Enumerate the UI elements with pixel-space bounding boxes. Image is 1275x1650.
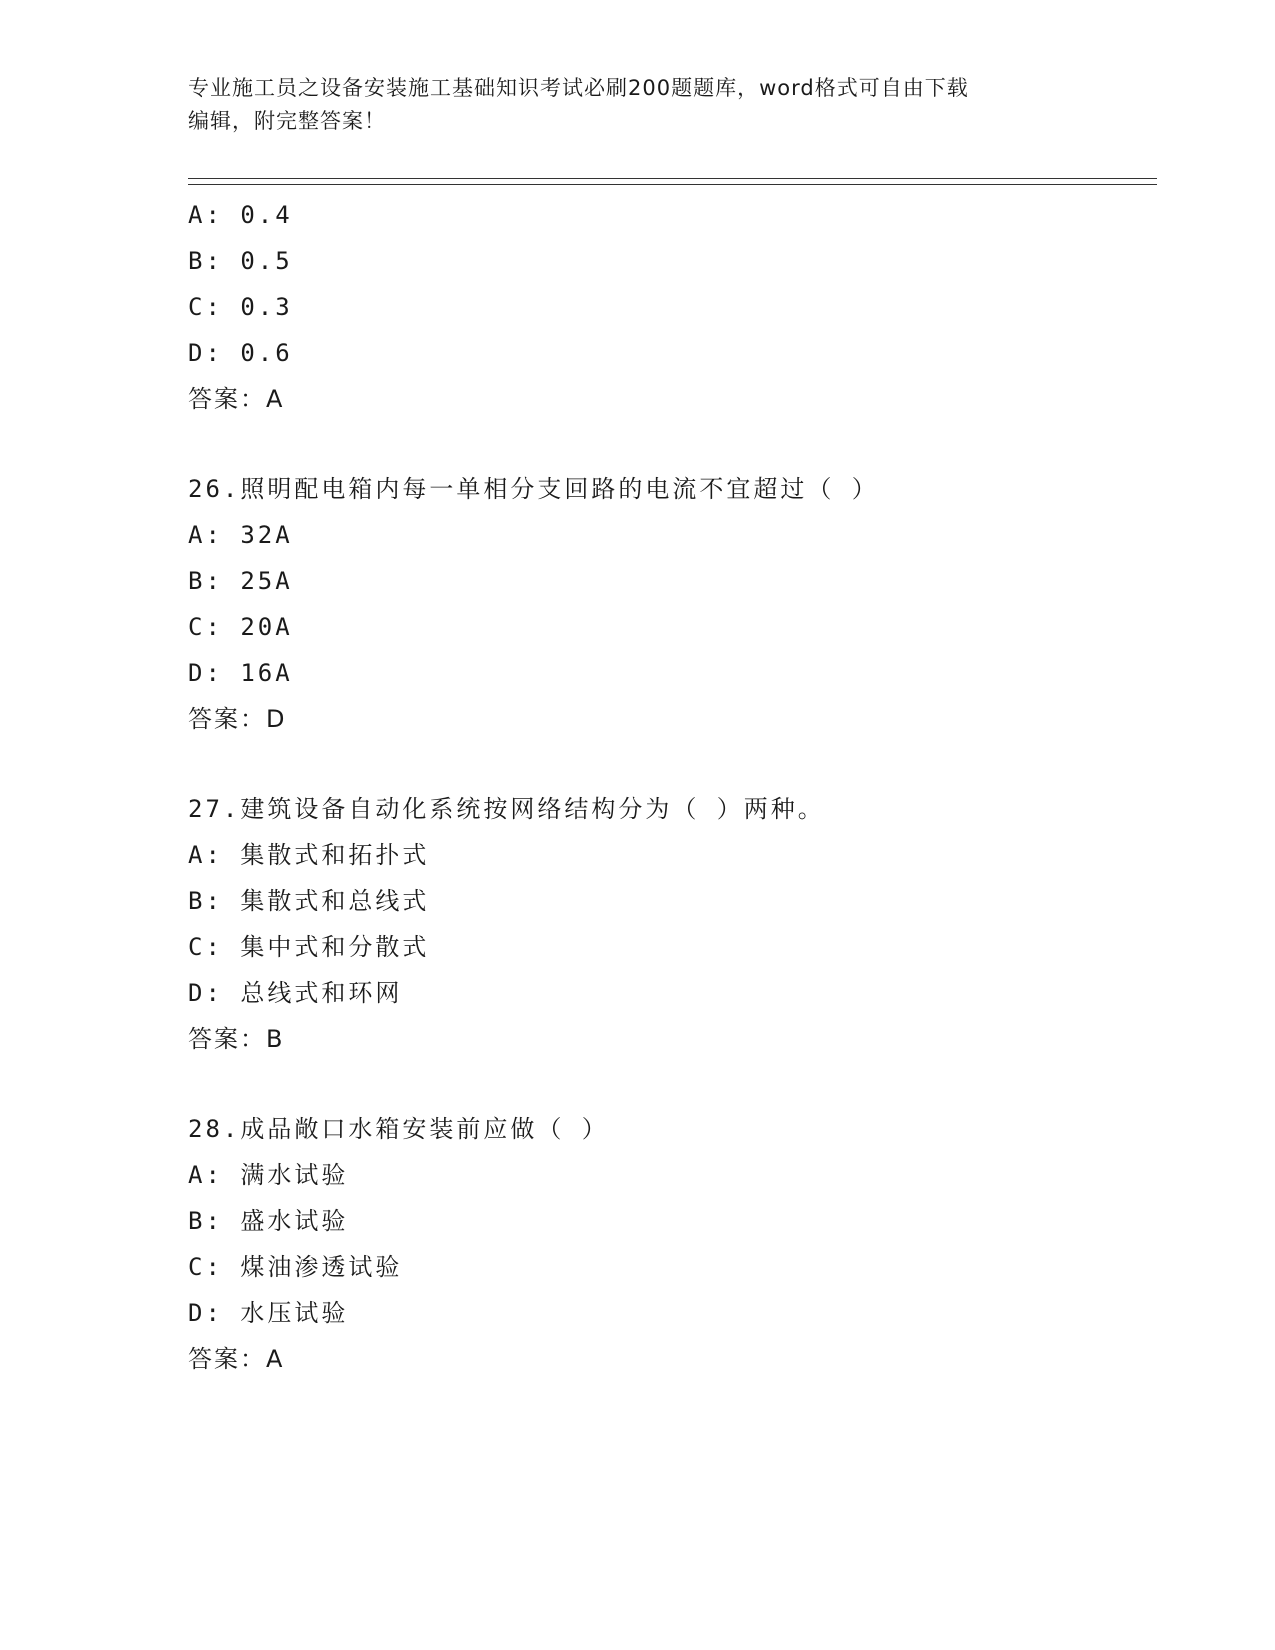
option-b: B: 盛水试验 — [188, 1207, 349, 1235]
option-a: A: 满水试验 — [188, 1161, 349, 1189]
option-b: B: 0.5 — [188, 247, 293, 275]
header-line-2: 编辑，附完整答案！ — [188, 109, 386, 133]
answer-line: 答案：A — [188, 1345, 285, 1373]
question-text: 27.建筑设备自动化系统按网络结构分为（ ）两种。 — [188, 795, 825, 823]
question-27 — [188, 786, 1157, 1062]
option-b: B: 集散式和总线式 — [188, 887, 430, 915]
header-double-rule — [188, 178, 1157, 185]
question-text: 28.成品敞口水箱安装前应做（ ） — [188, 1115, 609, 1143]
option-c: C: 0.3 — [188, 293, 293, 321]
option-a: A: 集散式和拓扑式 — [188, 841, 430, 869]
option-a: A: 32A — [188, 521, 293, 549]
question-28 — [188, 1106, 1157, 1382]
option-c: C: 集中式和分散式 — [188, 933, 430, 961]
option-d: D: 16A — [188, 659, 293, 687]
option-a: A: 0.4 — [188, 201, 293, 229]
previous-question-tail — [188, 192, 1157, 422]
answer-line: 答案：B — [188, 1025, 285, 1053]
question-list — [188, 192, 1157, 1382]
spacer — [188, 742, 1157, 786]
document-header — [188, 72, 1088, 138]
spacer — [188, 1062, 1157, 1106]
spacer — [188, 422, 1157, 466]
answer-line: 答案：D — [188, 705, 287, 733]
question-26 — [188, 466, 1157, 742]
option-c: C: 20A — [188, 613, 293, 641]
answer-line: 答案：A — [188, 385, 285, 413]
option-d: D: 总线式和环网 — [188, 979, 403, 1007]
option-d: D: 水压试验 — [188, 1299, 349, 1327]
question-text: 26.照明配电箱内每一单相分支回路的电流不宜超过（ ） — [188, 475, 879, 503]
option-b: B: 25A — [188, 567, 293, 595]
header-line-1: 专业施工员之设备安装施工基础知识考试必刷200题题库，word格式可自由下载 — [188, 76, 969, 100]
option-d: D: 0.6 — [188, 339, 293, 367]
option-c: C: 煤油渗透试验 — [188, 1253, 403, 1281]
